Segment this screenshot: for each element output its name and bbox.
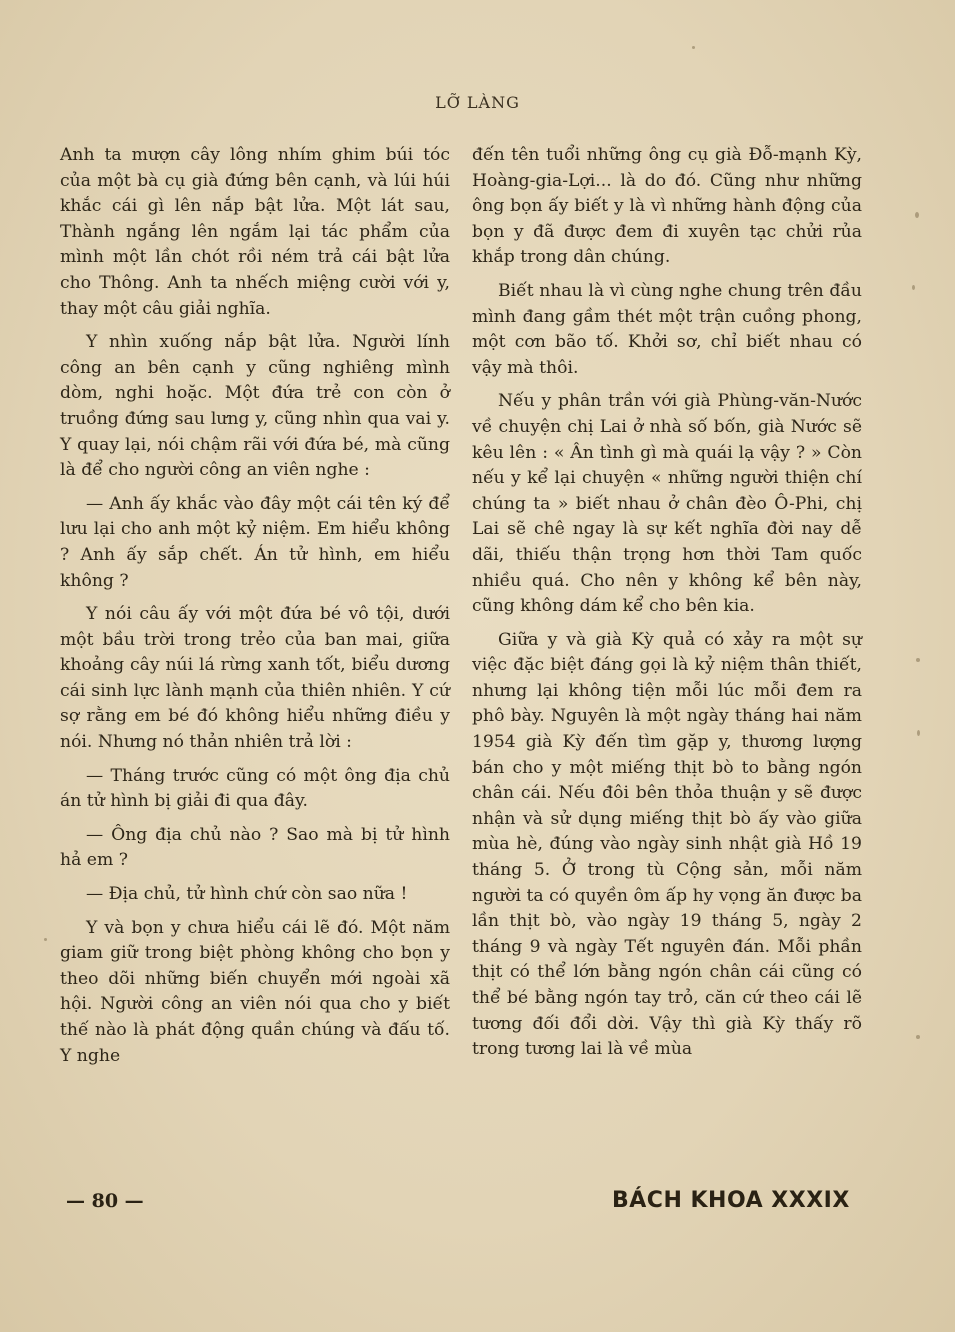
paragraph: Y nhìn xuống nắp bật lửa. Người lính công an bên cạnh y cũng nghiêng mình dòm, nghi hoặc. Một đứa trẻ con còn ở truồng đứng sau lưng y, cũng nhìn qua vai y. Y quay lại, nói chậm rãi với đứa bé, mà cũng là để cho người công an viên nghe :: [60, 332, 450, 481]
right-column: [472, 143, 862, 1071]
publication-title: BÁCH KHOA XXXIX: [612, 1188, 850, 1213]
paper-speck: [916, 1035, 920, 1039]
paragraph: Biết nhau là vì cùng nghe chung trên đầu mình đang gầm thét một trận cuồng phong, một cơn bão tố. Khởi sơ, chỉ biết nhau có vậy mà thôi.: [472, 280, 862, 378]
running-title: LỠ LÀNG: [435, 93, 520, 112]
page-number: — 80 —: [66, 1190, 144, 1212]
paper-speck: [44, 938, 47, 941]
paragraph: Nếu y phân trần với già Phùng-văn-Nước về chuyện chị Lai ở nhà số bốn, già Nước sẽ kêu lên : « Ân tình gì mà quái lạ vậy ? » Còn nếu y kể lại chuyện « những người thiện chí chúng ta » biết nhau ở chân đèo Ô-Phi, chị Lai sẽ chê ngay là sự kết nghĩa đời nay dễ dãi, thiếu thận trọng hơn thời Tam quốc nhiều quá. Cho nên y không kể bên này, cũng không dám kể cho bên kia.: [472, 391, 862, 617]
dialogue-line: — Địa chủ, tử hình chứ còn sao nữa !: [86, 884, 408, 905]
left-column: [60, 143, 450, 1077]
paper-speck: [912, 285, 915, 290]
paper-speck: [916, 658, 920, 662]
dialogue-line: — Tháng trước cũng có một ông địa chủ án tử hình bị giải đi qua đây.: [60, 765, 450, 812]
paper-speck: [917, 730, 920, 736]
paragraph: Y và bọn y chưa hiểu cái lẽ đó. Một năm giam giữ trong biệt phòng không cho bọn y theo dõi những biến chuyển mới ngoài xã hội. Người công an viên nói qua cho y biết thế nào là phát động quần chúng và đấu tố. Y nghe: [60, 917, 450, 1066]
dialogue-line: — Ông địa chủ nào ? Sao mà bị tử hình hả em ?: [60, 824, 450, 871]
paragraph: Giữa y và già Kỳ quả có xảy ra một sự việc đặc biệt đáng gọi là kỷ niệm thân thiết, nhưng lại không tiện mỗi lúc mỗi đem ra phô bày. Nguyên là một ngày tháng hai năm 1954 già Kỳ đến tìm gặp y, thương lượng bán cho y một miếng thịt bò to bằng ngón chân cái. Nếu đôi bên thỏa thuận y sẽ được nhận và sử dụng miếng thịt bò ấy vào giữa mùa hè, đúng vào ngày sinh nhật già Hồ 19 tháng 5. Ở trong tù Cộng sản, mỗi năm người ta có quyền ôm ấp hy vọng ăn được ba lần thịt bò, vào ngày 19 tháng 5, ngày 2 tháng 9 và ngày Tết nguyên đán. Mỗi phần thịt có thể lớn bằng ngón chân cái cũng có thể bé bằng ngón tay trỏ, căn cứ theo cái lẽ tương đối đổi dời. Vậy thì già Kỳ thấy rõ trong tương lai là về mùa: [472, 629, 862, 1060]
dialogue-line: — Anh ấy khắc vào đây một cái tên ký để lưu lại cho anh một kỷ niệm. Em hiểu không ? Anh ấy sắp chết. Án tử hình, em hiểu không ?: [60, 493, 450, 591]
paragraph: đến tên tuổi những ông cụ già Đỗ-mạnh Kỳ, Hoàng-gia-Lợi... là do đó. Cũng như những ông bọn ấy biết y là vì những hành động của bọn y đã được đem đi xuyên tạc chửi rủa khắp trong dân chúng.: [472, 145, 862, 268]
paragraph: Anh ta mượn cây lông nhím ghim búi tóc của một bà cụ già đứng bên cạnh, và lúi húi khắc cái gì lên nắp bật lửa. Một lát sau, Thành ngắng lên ngắm lại tác phẩm của mình một lần chót rồi ném trả cái bật lửa cho Thông. Anh ta nhếch miệng cười với y, thay một câu giải nghĩa.: [60, 145, 450, 319]
paragraph: Y nói câu ấy với một đứa bé vô tội, dưới một bầu trời trong trẻo của ban mai, giữa khoảng cây núi lá rừng xanh tốt, biểu dương cái sinh lực lành mạnh của thiên nhiên. Y cứ sợ rằng em bé đó không hiểu những điều y nói. Nhưng nó thản nhiên trả lời :: [60, 604, 450, 753]
paper-speck: [692, 46, 695, 49]
paper-speck: [915, 212, 919, 218]
